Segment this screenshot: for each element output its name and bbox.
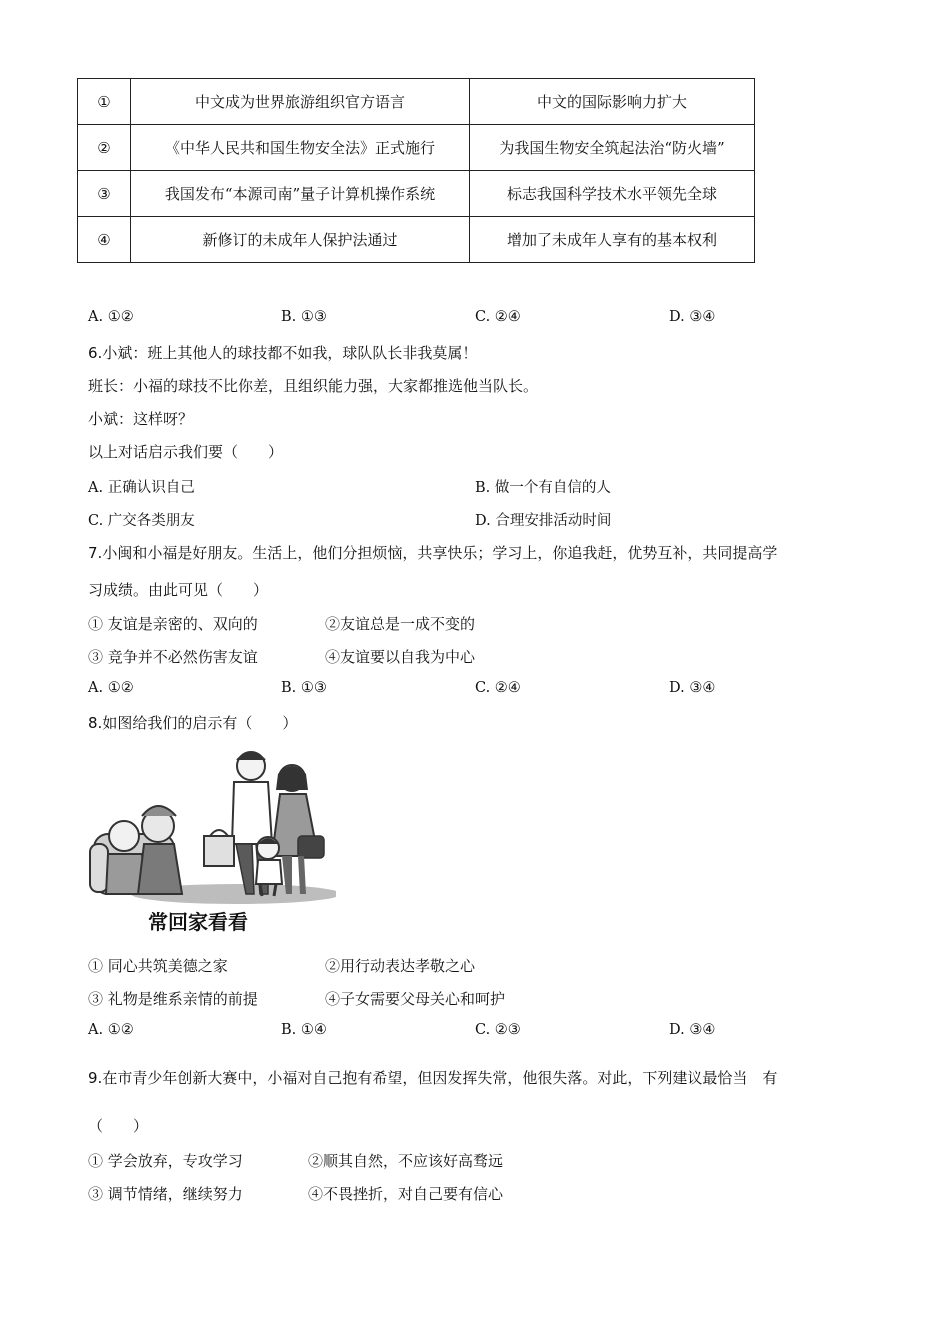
- q8-line-1: [88, 712, 297, 733]
- q8-option-c[interactable]: C. ②③: [475, 1022, 521, 1038]
- q7-line-1: [88, 542, 777, 563]
- q7-option-a[interactable]: A. ①②: [88, 680, 134, 696]
- q9-item-1: ① 学会放弃，专攻学习: [88, 1152, 243, 1170]
- q6-option-c[interactable]: C. 广交各类朋友: [88, 513, 195, 529]
- event-cell: 中文成为世界旅游组织官方语言: [131, 79, 470, 125]
- meaning-cell: 增加了未成年人享有的基本权利: [470, 217, 755, 263]
- q8-item-4: ④子女需要父母关心和呵护: [325, 990, 506, 1008]
- q7-item-1: ① 友谊是亲密的、双向的: [88, 615, 258, 633]
- question-number: 8.: [88, 714, 103, 732]
- q7-option-d[interactable]: D. ③④: [669, 680, 716, 696]
- q9-item-2: ②顺其自然，不应该好高骛远: [308, 1152, 504, 1170]
- row-number: ②: [78, 125, 131, 171]
- figure-caption: 常回家看看: [148, 910, 248, 934]
- q8-option-a[interactable]: A. ①②: [88, 1022, 134, 1038]
- family-illustration: [86, 744, 336, 944]
- question-number: 6.: [88, 344, 103, 362]
- question-number: 7.: [88, 544, 103, 562]
- event-cell: 我国发布“本源司南”量子计算机操作系统: [131, 171, 470, 217]
- q6-line-1: [88, 342, 477, 363]
- q7-option-b[interactable]: B. ①③: [281, 680, 327, 696]
- q8-option-b[interactable]: B. ①④: [281, 1022, 327, 1038]
- family-illustration-svg: [86, 744, 336, 944]
- meaning-cell: 标志我国科学技术水平领先全球: [470, 171, 755, 217]
- q6-line-4: 以上对话启示我们要（ ）: [88, 443, 284, 461]
- row-number: ①: [78, 79, 131, 125]
- table-row: [78, 79, 755, 125]
- q6-option-b[interactable]: B. 做一个有自信的人: [475, 480, 611, 496]
- question-number: 9.: [88, 1069, 103, 1087]
- q9-line-1: [88, 1067, 777, 1088]
- q7-item-4: ④友谊要以自我为中心: [325, 648, 476, 666]
- q5-option-c[interactable]: C. ②④: [475, 309, 521, 325]
- q7-option-c[interactable]: C. ②④: [475, 680, 521, 696]
- q5-option-a[interactable]: A. ①②: [88, 309, 134, 325]
- row-number: ④: [78, 217, 131, 263]
- q5-option-d[interactable]: D. ③④: [669, 309, 716, 325]
- q6-option-a[interactable]: A. 正确认识自己: [88, 480, 195, 496]
- meaning-cell: 为我国生物安全筑起法治“防火墙”: [470, 125, 755, 171]
- table-row: [78, 217, 755, 263]
- row-number: ③: [78, 171, 131, 217]
- table-row: [78, 171, 755, 217]
- q8-item-3: ③ 礼物是维系亲情的前提: [88, 990, 258, 1008]
- q7-line-2: 习成绩。由此可见（ ）: [88, 581, 269, 599]
- q8-stem: 如图给我们的启示有（ ）: [102, 714, 298, 732]
- meaning-cell: 中文的国际影响力扩大: [470, 79, 755, 125]
- q5-option-b[interactable]: B. ①③: [281, 309, 327, 325]
- q7-item-2: ②友谊总是一成不变的: [325, 615, 476, 633]
- table-row: [78, 125, 755, 171]
- event-cell: 《中华人民共和国生物安全法》正式施行: [131, 125, 470, 171]
- q8-item-2: ②用行动表达孝敬之心: [325, 957, 476, 975]
- q9-line-2: （ ）: [88, 1117, 149, 1135]
- q6-line-3: 小斌：这样呀？: [88, 410, 194, 428]
- q7-item-3: ③ 竞争并不必然伤害友谊: [88, 648, 258, 666]
- q9-item-4: ④不畏挫折，对自己要有信心: [308, 1185, 504, 1203]
- q9-item-3: ③ 调节情绪，继续努力: [88, 1185, 243, 1203]
- event-cell: 新修订的未成年人保护法通过: [131, 217, 470, 263]
- events-table: [77, 78, 755, 263]
- q6-stem: 小斌：班上其他人的球技都不如我，球队队长非我莫属！: [102, 344, 478, 362]
- q6-option-d[interactable]: D. 合理安排活动时间: [475, 513, 612, 529]
- q8-option-d[interactable]: D. ③④: [669, 1022, 716, 1038]
- q6-line-2: 班长：小福的球技不比你差，且组织能力强，大家都推选他当队长。: [88, 377, 539, 395]
- q9-stem: 在市青少年创新大赛中，小福对自己抱有希望，但因发挥失常，他很失落。对此，下列建议最恰当 有: [102, 1069, 778, 1087]
- q7-stem: 小闽和小福是好朋友。生活上，他们分担烦恼，共享快乐；学习上，你追我赶，优势互补，共同提高学: [102, 544, 778, 562]
- q8-item-1: ① 同心共筑美德之家: [88, 957, 228, 975]
